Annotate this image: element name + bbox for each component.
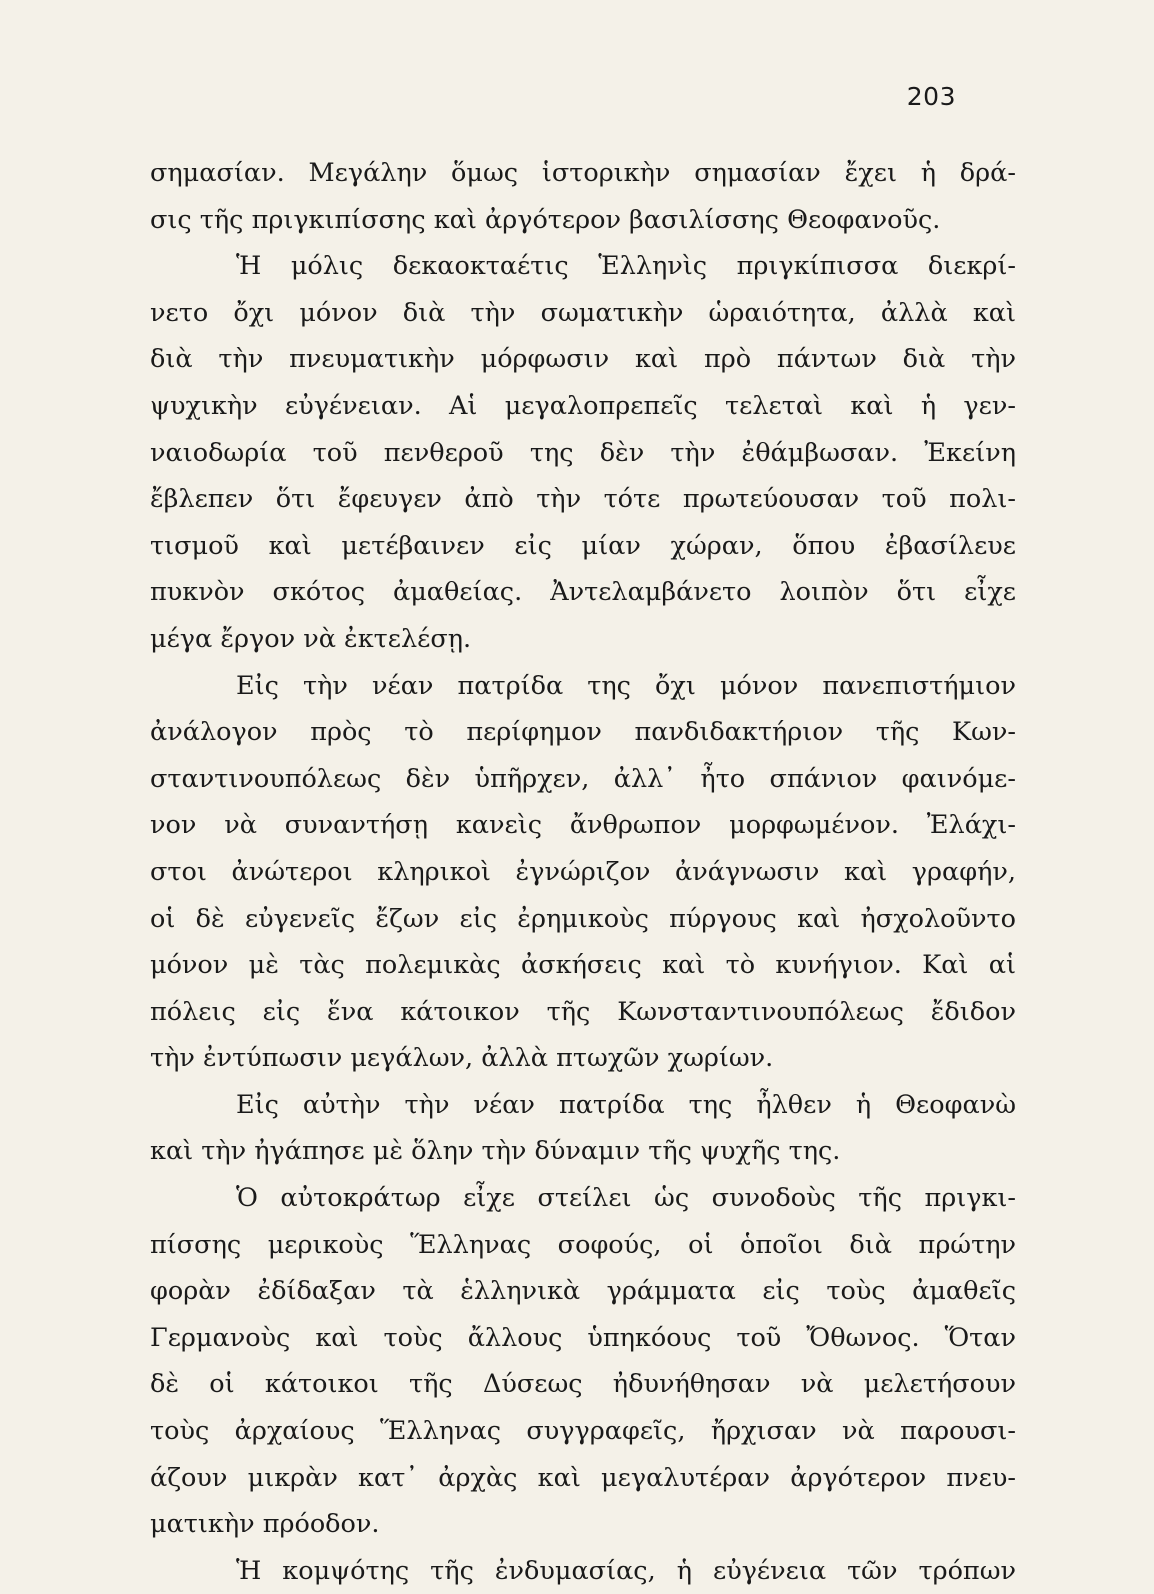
body-text bbox=[150, 150, 1016, 1594]
text-line: ἔβλεπεν ὅτι ἔφευγεν ἀπὸ τὴν τότε πρωτεύουσαν τοῦ πολι- bbox=[150, 484, 1016, 515]
text-line: άζουν μικρὰν κατ᾽ ἀρχὰς καὶ μεγαλυτέραν ἀργότερον πνευ- bbox=[150, 1462, 1016, 1493]
text-line: Ὁ αὐτοκράτωρ εἶχε στείλει ὡς συνοδοὺς τῆς πριγκι- bbox=[236, 1183, 1016, 1214]
text-line: πίσσης μερικοὺς Ἕλληνας σοφούς, οἱ ὁποῖοι διὰ πρώτην bbox=[150, 1229, 1016, 1260]
text-line: τοὺς ἀρχαίους Ἕλληνας συγγραφεῖς, ἤρχισαν νὰ παρουσι- bbox=[150, 1416, 1016, 1447]
text-line: ἀνάλογον πρὸς τὸ περίφημον πανδιδακτήριον τῆς Κων- bbox=[150, 717, 1016, 748]
text-line: νον νὰ συναντήσῃ κανεὶς ἄνθρωπον μορφωμένον. Ἐλάχι- bbox=[150, 810, 1016, 841]
text-line: φορὰν ἐδίδαξαν τὰ ἑλληνικὰ γράμματα εἰς τοὺς ἀμαθεῖς bbox=[150, 1276, 1016, 1307]
text-line: μέγα ἔργον νὰ ἐκτελέσῃ. bbox=[150, 623, 472, 654]
text-line: Εἰς αὐτὴν τὴν νέαν πατρίδα της ἦλθεν ἡ Θεοφανὼ bbox=[236, 1089, 1016, 1120]
page-number: 203 bbox=[906, 82, 956, 111]
text-line: οἱ δὲ εὐγενεῖς ἔζων εἰς ἐρημικοὺς πύργους καὶ ἠσχολοῦντο bbox=[150, 903, 1016, 934]
text-line: πόλεις εἰς ἕνα κάτοικον τῆς Κωνσταντινουπόλεως ἔδιδον bbox=[150, 996, 1016, 1027]
text-line: διὰ τὴν πνευματικὴν μόρφωσιν καὶ πρὸ πάντων διὰ τὴν bbox=[150, 344, 1016, 375]
text-line: ματικὴν πρόοδον. bbox=[150, 1509, 380, 1540]
text-line: δὲ οἱ κάτοικοι τῆς Δύσεως ἠδυνήθησαν νὰ μελετήσουν bbox=[150, 1369, 1016, 1400]
text-line: Ἡ κομψότης τῆς ἐνδυμασίας, ἡ εὐγένεια τῶν τρόπων bbox=[236, 1555, 1016, 1586]
text-line: καὶ τὴν ἠγάπησε μὲ ὅλην τὴν δύναμιν τῆς ψυχῆς της. bbox=[150, 1136, 841, 1167]
text-line: Εἰς τὴν νέαν πατρίδα της ὄχι μόνον πανεπιστήμιον bbox=[236, 670, 1016, 701]
text-line: πυκνὸν σκότος ἀμαθείας. Ἀντελαμβάνετο λοιπὸν ὅτι εἶχε bbox=[150, 577, 1016, 608]
text-line: νετο ὄχι μόνον διὰ τὴν σωματικὴν ὡραιότητα, ἀλλὰ καὶ bbox=[150, 297, 1016, 328]
text-line: στοι ἀνώτεροι κληρικοὶ ἐγνώριζον ἀνάγνωσιν καὶ γραφήν, bbox=[150, 856, 1016, 887]
text-line: ναιοδωρία τοῦ πενθεροῦ της δὲν τὴν ἐθάμβωσαν. Ἐκείνη bbox=[150, 437, 1016, 468]
text-line: Γερμανοὺς καὶ τοὺς ἄλλους ὑπηκόους τοῦ Ὄθωνος. Ὅταν bbox=[150, 1322, 1016, 1353]
text-line: Ἡ μόλις δεκαοκταέτις Ἑλληνὶς πριγκίπισσα διεκρί- bbox=[236, 251, 1016, 282]
text-line: μόνον μὲ τὰς πολεμικὰς ἀσκήσεις καὶ τὸ κυνήγιον. Καὶ αἱ bbox=[150, 950, 1016, 981]
text-line: τὴν ἐντύπωσιν μεγάλων, ἀλλὰ πτωχῶν χωρίων. bbox=[150, 1043, 774, 1074]
text-line: σταντινουπόλεως δὲν ὑπῆρχεν, ἀλλ᾽ ἦτο σπάνιον φαινόμε- bbox=[150, 763, 1016, 794]
text-line: σις τῆς πριγκιπίσσης καὶ ἀργότερον βασιλίσσης Θεοφανοῦς. bbox=[150, 204, 941, 235]
text-line: τισμοῦ καὶ μετέβαινεν εἰς μίαν χώραν, ὅπου ἐβασίλευε bbox=[150, 530, 1016, 561]
text-line: σημασίαν. Μεγάλην ὅμως ἱστορικὴν σημασίαν ἔχει ἡ δρά- bbox=[150, 158, 1016, 188]
text-line: ψυχικὴν εὐγένειαν. Αἱ μεγαλοπρεπεῖς τελεταὶ καὶ ἡ γεν- bbox=[150, 390, 1016, 421]
